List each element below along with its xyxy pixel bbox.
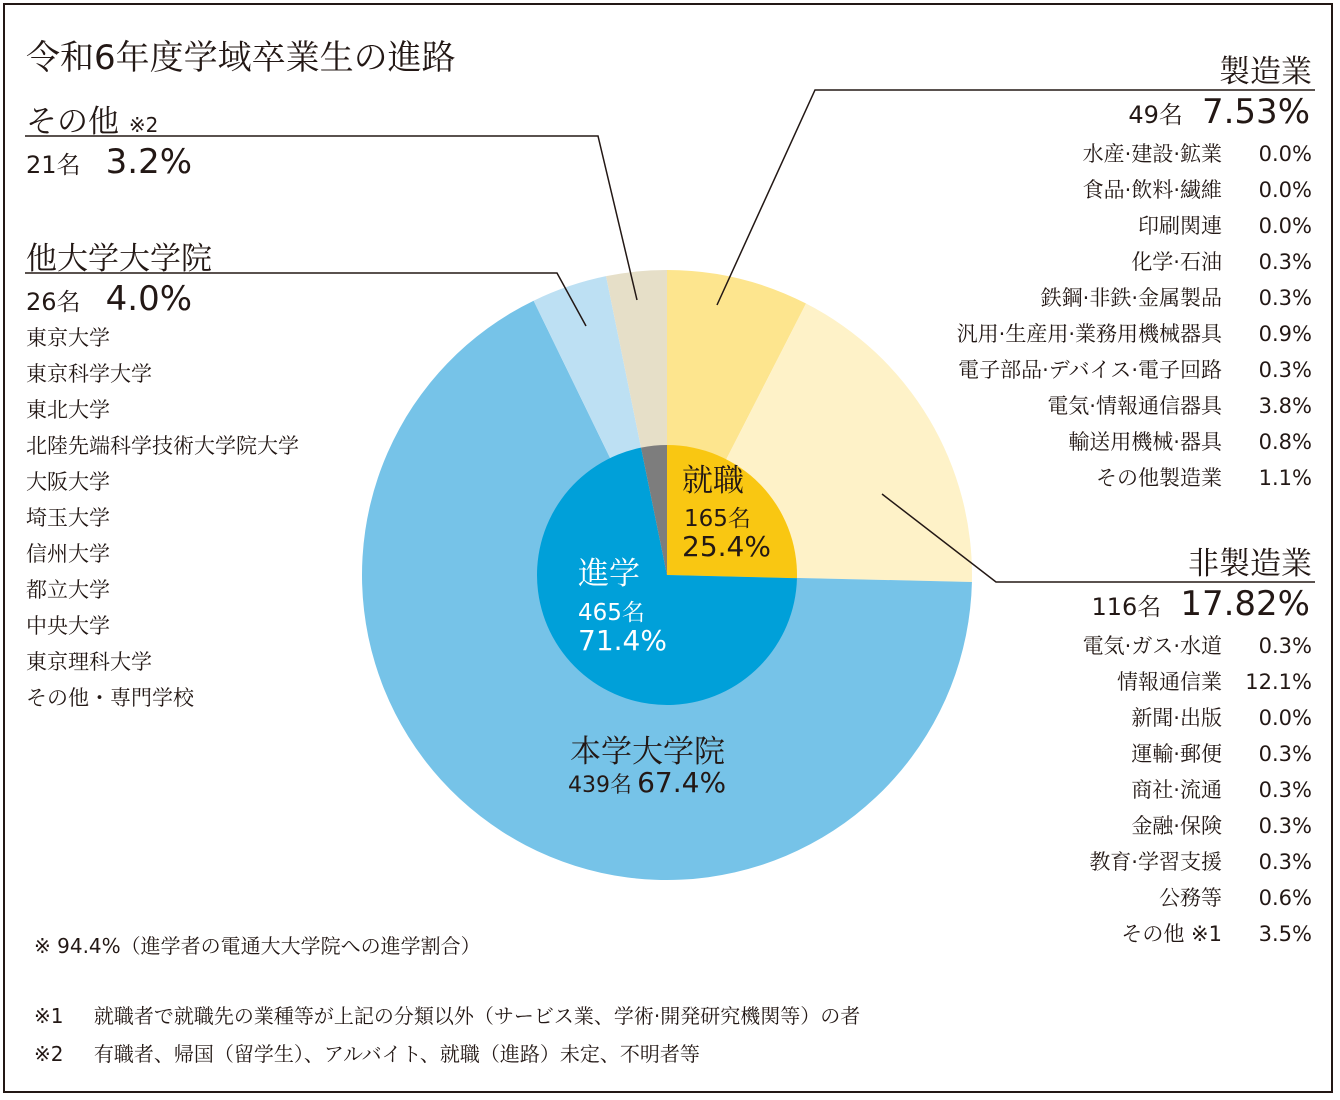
school-item: 埼玉大学 bbox=[26, 506, 110, 530]
nonmanufacturing-row-value: 0.0% bbox=[1258, 706, 1312, 730]
manufacturing-row-label: 電子部品·デバイス·電子回路 bbox=[958, 358, 1222, 382]
nonmanufacturing-row bbox=[1083, 700, 1312, 736]
employment-count: 165名 bbox=[684, 506, 751, 532]
nonmanufacturing-row-value: 0.3% bbox=[1258, 778, 1312, 802]
nonmanufacturing-pct: 17.82% bbox=[1180, 584, 1310, 624]
nonmanufacturing-count: 116名 bbox=[1091, 593, 1162, 621]
other-figures bbox=[26, 142, 192, 182]
employment-name: 就職 bbox=[682, 463, 744, 499]
manufacturing-row-label: 食品·飲料·繊維 bbox=[1082, 178, 1222, 202]
manufacturing-row-label: 印刷関連 bbox=[1138, 214, 1222, 238]
other-count: 21名 bbox=[26, 151, 81, 179]
footnote-1 bbox=[34, 1000, 860, 1029]
manufacturing-row-label: 汎用·生産用·業務用機械器具 bbox=[956, 322, 1222, 346]
manufacturing-row bbox=[957, 136, 1312, 172]
school-item: 大阪大学 bbox=[26, 470, 110, 494]
inner-ring bbox=[537, 445, 797, 705]
other-grad-figures bbox=[26, 279, 192, 319]
advance-name: 進学 bbox=[578, 556, 640, 592]
other-note-mark: ※2 bbox=[128, 113, 159, 137]
school-item: 東京大学 bbox=[26, 326, 110, 350]
manufacturing-row-label: 輸送用機械·器具 bbox=[1068, 430, 1222, 454]
nonmanufacturing-breakdown bbox=[1083, 628, 1312, 952]
school-item: 中央大学 bbox=[26, 614, 110, 638]
manufacturing-count: 49名 bbox=[1128, 101, 1183, 129]
nonmanufacturing-name: 非製造業 bbox=[1188, 546, 1312, 582]
school-item: 信州大学 bbox=[26, 542, 110, 566]
footnote-2-mark: ※2 bbox=[34, 1042, 64, 1066]
nonmanufacturing-row-value: 0.6% bbox=[1258, 886, 1312, 910]
own-grad-name: 本学大学院 bbox=[570, 734, 725, 770]
nonmanufacturing-row-value: 0.3% bbox=[1258, 634, 1312, 658]
manufacturing-row-label: 水産·建設·鉱業 bbox=[1082, 142, 1222, 166]
footnote-1-text: 就職者で就職先の業種等が上記の分類以外（サービス業、学術·開発研究機関等）の者 bbox=[93, 1004, 861, 1028]
nonmanufacturing-row bbox=[1083, 808, 1312, 844]
manufacturing-row-value: 0.3% bbox=[1258, 358, 1312, 382]
footnote-2-text: 有職者、帰国（留学生）、アルバイト、就職（進路）未定、不明者等 bbox=[93, 1042, 700, 1066]
nonmanufacturing-row bbox=[1083, 880, 1312, 916]
advance-count: 465名 bbox=[578, 600, 645, 626]
manufacturing-row-label: 化学·石油 bbox=[1131, 250, 1222, 274]
manufacturing-row-value: 1.1% bbox=[1258, 466, 1312, 490]
other-grad-school-list bbox=[26, 320, 299, 716]
manufacturing-row bbox=[957, 424, 1312, 460]
other-grad-pct: 4.0% bbox=[105, 279, 193, 319]
manufacturing-row bbox=[957, 316, 1312, 352]
nonmanufacturing-row-value: 12.1% bbox=[1245, 670, 1312, 694]
school-item: 北陸先端科学技術大学院大学 bbox=[26, 434, 299, 458]
manufacturing-row bbox=[957, 388, 1312, 424]
nonmanufacturing-row-value: 0.3% bbox=[1258, 850, 1312, 874]
manufacturing-row-value: 0.8% bbox=[1258, 430, 1312, 454]
footnote-2 bbox=[34, 1038, 700, 1067]
advance-pct: 71.4% bbox=[578, 624, 667, 657]
school-item: 東京理科大学 bbox=[26, 650, 152, 674]
page-title: 令和6年度学域卒業生の進路 bbox=[26, 38, 456, 78]
manufacturing-row-value: 3.8% bbox=[1258, 394, 1312, 418]
other-label bbox=[26, 96, 158, 141]
manufacturing-row bbox=[957, 208, 1312, 244]
manufacturing-name: 製造業 bbox=[1219, 54, 1312, 90]
nonmanufacturing-row-label: 商社·流通 bbox=[1131, 778, 1222, 802]
other-grad-name: 他大学大学院 bbox=[26, 241, 212, 277]
manufacturing-row-value: 0.3% bbox=[1258, 286, 1312, 310]
manufacturing-row bbox=[957, 172, 1312, 208]
manufacturing-figures bbox=[1128, 92, 1310, 132]
manufacturing-row-label: 鉄鋼·非鉄·金属製品 bbox=[1040, 286, 1222, 310]
nonmanufacturing-row-label: 運輸·郵便 bbox=[1131, 742, 1222, 766]
nonmanufacturing-row-label: その他 ※1 bbox=[1121, 922, 1222, 946]
other-pct: 3.2% bbox=[105, 142, 193, 182]
advance-ratio-note: ※ 94.4%（進学者の電通大大学院への進学割合） bbox=[34, 934, 481, 958]
nonmanufacturing-row-label: 情報通信業 bbox=[1117, 670, 1222, 694]
nonmanufacturing-row-label: 公務等 bbox=[1159, 886, 1222, 910]
manufacturing-row-value: 0.9% bbox=[1258, 322, 1312, 346]
school-item: 東北大学 bbox=[26, 398, 110, 422]
nonmanufacturing-row-label: 教育·学習支援 bbox=[1089, 850, 1222, 874]
nonmanufacturing-row-label: 電気·ガス·水道 bbox=[1082, 634, 1222, 658]
nonmanufacturing-row bbox=[1083, 736, 1312, 772]
manufacturing-pct: 7.53% bbox=[1201, 92, 1310, 132]
nonmanufacturing-row-label: 金融·保険 bbox=[1131, 814, 1222, 838]
manufacturing-row-value: 0.0% bbox=[1258, 142, 1312, 166]
other-grad-count: 26名 bbox=[26, 288, 81, 316]
school-item: 東京科学大学 bbox=[26, 362, 152, 386]
school-item: その他・専門学校 bbox=[26, 686, 194, 710]
nonmanufacturing-row-label: 新聞·出版 bbox=[1131, 706, 1222, 730]
manufacturing-row-label: その他製造業 bbox=[1096, 466, 1222, 490]
manufacturing-row bbox=[957, 280, 1312, 316]
manufacturing-row bbox=[957, 460, 1312, 496]
nonmanufacturing-row-value: 0.3% bbox=[1258, 742, 1312, 766]
manufacturing-row bbox=[957, 352, 1312, 388]
manufacturing-row-value: 0.0% bbox=[1258, 178, 1312, 202]
nonmanufacturing-row-value: 0.3% bbox=[1258, 814, 1312, 838]
own-grad-pct: 67.4% bbox=[637, 766, 727, 799]
manufacturing-breakdown bbox=[957, 136, 1312, 496]
nonmanufacturing-row bbox=[1083, 664, 1312, 700]
manufacturing-row-value: 0.3% bbox=[1258, 250, 1312, 274]
manufacturing-row bbox=[957, 244, 1312, 280]
nonmanufacturing-row bbox=[1083, 844, 1312, 880]
nonmanufacturing-row bbox=[1083, 772, 1312, 808]
nonmanufacturing-row bbox=[1083, 628, 1312, 664]
nonmanufacturing-row bbox=[1083, 916, 1312, 952]
employment-pct: 25.4% bbox=[682, 530, 771, 563]
manufacturing-row-value: 0.0% bbox=[1258, 214, 1312, 238]
school-item: 都立大学 bbox=[26, 578, 110, 602]
nonmanufacturing-figures bbox=[1091, 584, 1310, 624]
nonmanufacturing-row-value: 3.5% bbox=[1258, 922, 1312, 946]
footnote-1-mark: ※1 bbox=[34, 1004, 64, 1028]
other-name: その他 bbox=[26, 104, 119, 140]
manufacturing-row-label: 電気·情報通信器具 bbox=[1047, 394, 1222, 418]
own-grad-count: 439名 bbox=[568, 773, 632, 798]
own-grad-figures bbox=[568, 766, 726, 799]
